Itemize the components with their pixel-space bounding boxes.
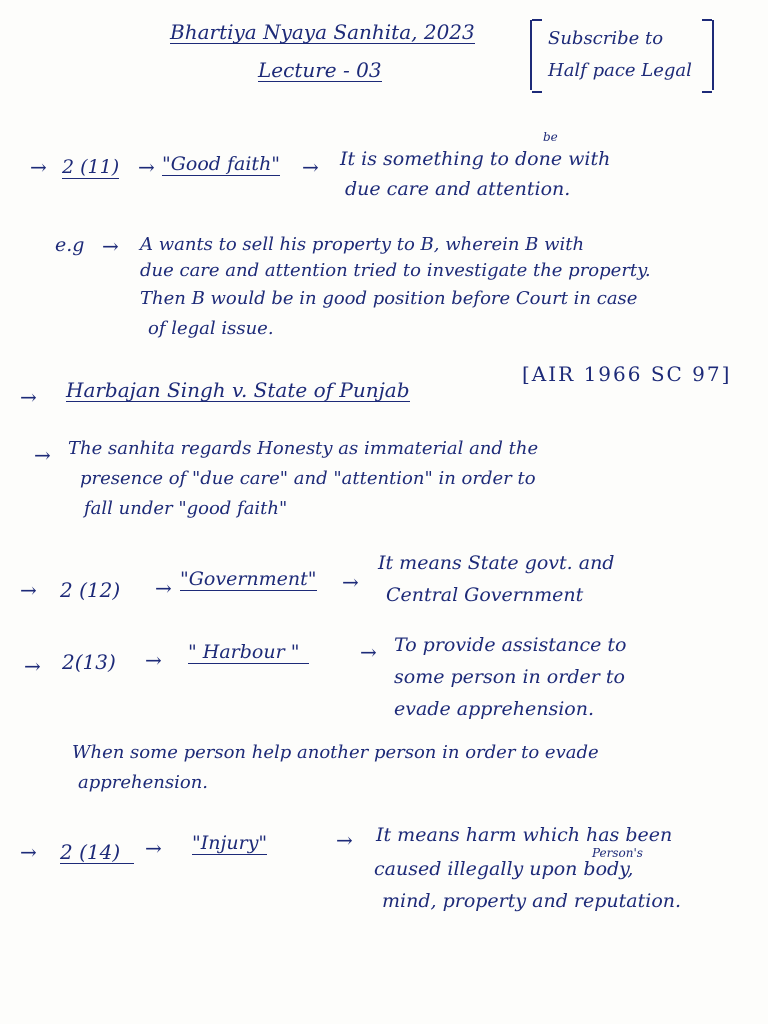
- arrow-icon: →: [34, 443, 51, 467]
- subscribe-text-1: Subscribe to: [548, 28, 664, 49]
- arrow-icon: →: [145, 836, 162, 860]
- term-government: "Government": [180, 568, 317, 590]
- arrow-icon: →: [336, 828, 353, 852]
- example-line-2: due care and attention tried to investigate the property.: [140, 260, 651, 281]
- section-2-14-label: 2 (14): [60, 842, 134, 864]
- section-2-11-label: 2 (11): [62, 156, 120, 178]
- good-faith-def-2: due care and attention.: [345, 178, 571, 200]
- lecture-label: Lecture - 03: [258, 58, 382, 82]
- arrow-icon: →: [20, 385, 37, 409]
- note-line-2: presence of "due care" and "attention" in order to: [80, 468, 536, 489]
- harbour-def-2: some person in order to: [394, 666, 625, 688]
- insert-be: be: [543, 130, 558, 144]
- government-def-2: Central Government: [386, 584, 584, 606]
- example-line-1: A wants to sell his property to B, wherein B with: [140, 234, 585, 255]
- arrow-icon: →: [102, 234, 119, 258]
- arrow-icon: →: [145, 648, 162, 672]
- harbour-note-1: When some person help another person in order to evade: [72, 742, 599, 763]
- harbour-note-2: apprehension.: [78, 772, 209, 793]
- term-good-faith: "Good faith": [162, 153, 281, 175]
- injury-def-2: caused illegally upon body,: [374, 858, 634, 880]
- injury-def-3: mind, property and reputation.: [382, 890, 682, 912]
- arrow-icon: →: [24, 654, 41, 678]
- section-2-12-label: 2 (12): [60, 578, 121, 602]
- example-line-3: Then B would be in good position before Court in case: [140, 288, 638, 309]
- term-harbour: " Harbour ": [188, 643, 309, 664]
- section-2-13-label: 2(13): [62, 650, 116, 674]
- arrow-icon: →: [138, 155, 155, 179]
- arrow-icon: →: [155, 576, 172, 600]
- example-line-4: of legal issue.: [148, 318, 274, 339]
- page-title: Bhartiya Nyaya Sanhita, 2023: [170, 20, 475, 44]
- note-line-3: fall under "good faith": [84, 498, 288, 519]
- arrow-icon: →: [20, 578, 37, 602]
- injury-def-1: It means harm which has been: [376, 824, 673, 846]
- good-faith-def-1: It is something to done with: [340, 148, 611, 170]
- arrow-icon: →: [30, 155, 47, 179]
- arrow-icon: →: [360, 640, 377, 664]
- arrow-icon: →: [342, 570, 359, 594]
- case-title: Harbajan Singh v. State of Punjab: [66, 378, 410, 402]
- government-def-1: It means State govt. and: [378, 552, 615, 574]
- note-line-1: The sanhita regards Honesty as immaterial and the: [68, 438, 539, 459]
- subscribe-text-2: Half pace Legal: [548, 60, 692, 81]
- harbour-def-3: evade apprehension.: [394, 698, 594, 720]
- case-citation: [AIR 1966 SC 97]: [522, 362, 732, 386]
- arrow-icon: →: [20, 840, 37, 864]
- example-label: e.g: [55, 234, 85, 256]
- insert-persons: Person's: [592, 846, 643, 860]
- term-injury: "Injury": [192, 832, 268, 854]
- harbour-def-1: To provide assistance to: [394, 634, 627, 656]
- arrow-icon: →: [302, 155, 319, 179]
